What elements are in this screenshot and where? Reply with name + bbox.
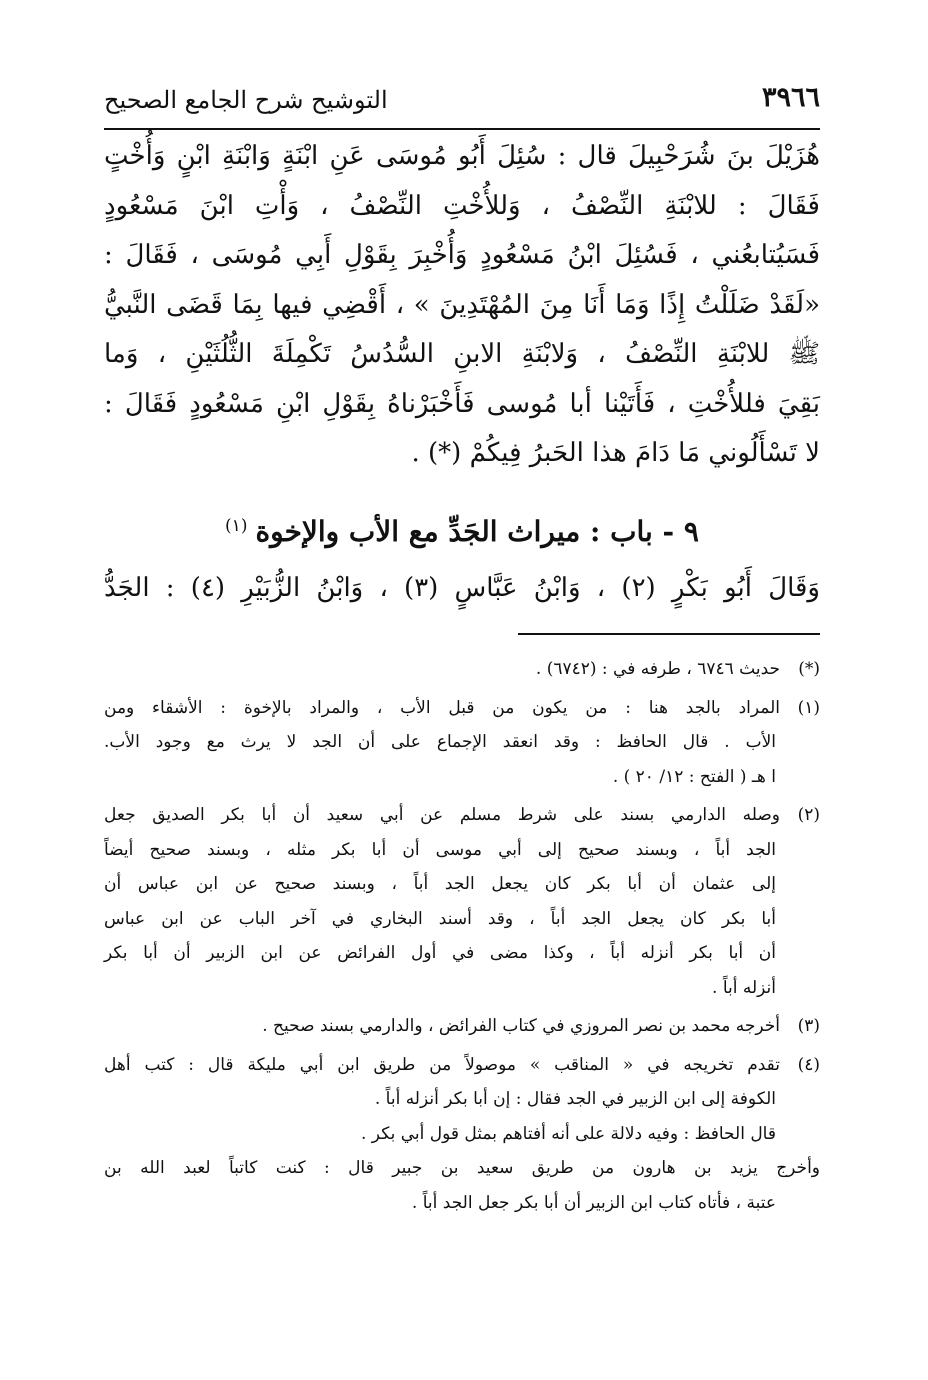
text-line: هُزَيْلَ بنَ شُرَحْبِيلَ قال : سُئِلَ أَبُو مُوسَى عَنِ ابْنَةٍ وَابْنَةِ ابْنٍ وَأُخْتٍ — [104, 141, 820, 171]
chapter-intro: وَقَالَ أَبُو بَكْرٍ (٢) ، وَابْنُ عَبَّاسٍ (٣) ، وَابْنُ الزُّبَيْرِ (٤) : الجَدُّ — [104, 573, 820, 603]
footnote-mark: (١) — [797, 697, 820, 718]
footnote-text: ا هـ ( الفتح : ١٢/ ٢٠ ) . — [612, 766, 776, 787]
footnote-mark: (*) — [798, 659, 820, 679]
text-line: فَقَالَ : للابْنَةِ النِّصْفُ ، وَللأُخْتِ النِّصْفُ ، وَأْتِ ابْنَ مَسْعُودٍ — [104, 190, 820, 221]
text-line: لا تَسْأَلُوني مَا دَامَ هذا الحَبرُ فِيكُمْ (*) . — [411, 438, 820, 468]
header-rule — [104, 128, 820, 130]
footnote-text: عتبة ، فأتاه كتاب ابن الزبير أن أبا بكر جعل الجد أباً . — [411, 1192, 776, 1213]
text-line: بَقِيَ فللأُخْتِ ، فَأَتَيْنا أبا مُوسى فَأَخْبَرْناهُ بِقَوْلِ ابْنِ مَسْعُودٍ فَقَالَ : — [104, 388, 820, 419]
footnote-text: أن أبا بكر أنزله أباً ، وكذا مضى في أول الفرائض عن ابن الزبير أن أبا بكر — [104, 943, 776, 963]
chapter-heading — [104, 506, 820, 552]
footnote-text: إلى عثمان أن أبا بكر كان يجعل الجد أباً ، وبسند صحيح عن ابن عباس أن — [104, 874, 776, 894]
footnote-text: الجد أباً ، وبسند صحيح إلى أبي موسى أن أبا بكر مثله ، وبسند صحيح أيضاً — [104, 839, 776, 860]
chapter-footnote-ref: (١) — [225, 516, 248, 536]
footnote-text: أخرجه محمد بن نصر المروزي في كتاب الفرائض ، والدارمي بسند صحيح . — [262, 1016, 780, 1036]
text-line: فَسَيُتابعُني ، فَسُئِلَ ابْنُ مَسْعُودٍ وَأُخْبِرَ بِقَوْلِ أَبِي مُوسَى ، فَقَالَ : — [104, 240, 820, 270]
book-title: التوشيح شرح الجامع الصحيح — [104, 86, 388, 114]
footnotes — [104, 652, 820, 1224]
footnote — [104, 798, 820, 1005]
footnote — [104, 1009, 820, 1044]
footnote-text: وصله الدارمي بسند على شرط مسلم عن أبي سعيد أن أبا بكر الصديق جعل — [104, 805, 780, 825]
page-number: ٣٩٦٦ — [761, 82, 820, 113]
footnote-mark: (٤) — [797, 1054, 820, 1075]
footnote — [104, 652, 820, 687]
footnote-text: قال الحافظ : وفيه دلالة على أنه أفتاهم بمثل قول أبي بكر . — [361, 1123, 776, 1144]
footnote-mark: (٢) — [797, 805, 820, 825]
footnote-text: حديث ٦٧٤٦ ، طرفه في : (٦٧٤٢) . — [535, 659, 780, 679]
chapter-title: ٩ - باب : ميراث الجَدِّ مع الأب والإخوة — [255, 515, 699, 548]
footnote-text: الأب . قال الحافظ : وقد انعقد الإجماع على أن الجد لا يرث مع وجود الأب. — [104, 732, 776, 752]
footnote-separator — [518, 633, 820, 635]
footnote-text: أبا بكر كان يجعل الجد أباً ، وقد أسند البخاري في آخر الباب عن ابن عباس — [104, 908, 776, 929]
text-line: «لَقَدْ ضَلَلْتُ إِذًا وَمَا أَنَا مِنَ المُهْتَدِينَ » ، أَقْضِي فيها بِمَا قَضَى النَّبيُّ — [104, 289, 820, 320]
footnote-text: وأخرج يزيد بن هارون من طريق سعيد بن جبير قال : كنت كاتباً لعبد الله بن — [104, 1158, 820, 1178]
text-line: ﷺ للابْنَةِ النِّصْفُ ، وَلابْنَةِ الابنِ السُّدُسُ تَكْمِلَةَ الثُّلُثَيْنِ ، وَما — [104, 339, 820, 369]
footnote — [104, 691, 820, 795]
footnote — [104, 1048, 820, 1221]
footnote-text: الكوفة إلى ابن الزبير في الجد فقال : إن أبا بكر أنزله أباً . — [374, 1089, 776, 1109]
hadith-text — [104, 132, 820, 479]
footnote-mark: (٣) — [797, 1016, 820, 1036]
footnote-text: أنزله أباً . — [712, 977, 776, 998]
footnote-text: المراد بالجد هنا : من يكون من قبل الأب ، والمراد بالإخوة : الأشقاء ومن — [104, 697, 780, 718]
running-head — [104, 82, 820, 122]
footnote-text: تقدم تخريجه في « المناقب » موصولاً من طريق ابن أبي مليكة قال : كتب أهل — [104, 1054, 780, 1075]
